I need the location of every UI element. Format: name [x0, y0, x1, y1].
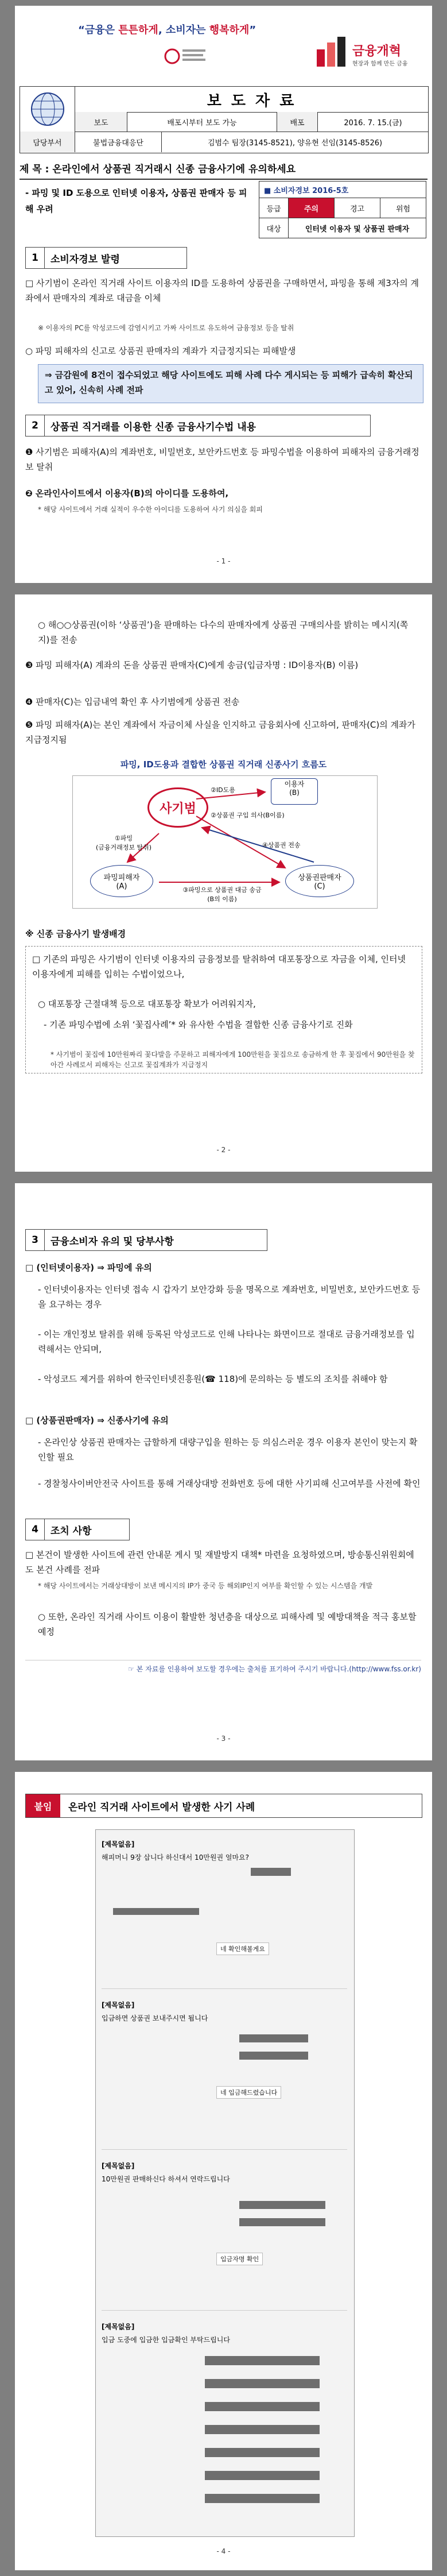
- reform-mark-icon: [313, 36, 348, 70]
- background-title: ※ 신종 금융사기 발생배경: [25, 929, 126, 939]
- case-1-reply: 네 확인해볼게요: [216, 1942, 269, 1955]
- page-3-number: - 3 -: [216, 1735, 231, 1743]
- payment-text: ③파밍으로 상품권 대금 송금: [182, 886, 262, 894]
- redaction: [251, 1868, 291, 1876]
- case-3-heading: [제목없음]: [102, 2162, 135, 2170]
- page-1: [15, 6, 432, 583]
- p2-item-3: ❸ 파밍 피해자(A) 계좌의 돈을 상품권 판매자(C)에게 송금(입금자명 : ID이용자(B) 이름): [25, 660, 359, 670]
- header-row1: [75, 112, 428, 132]
- background-note: * 사기범이 꽃집에 10만원짜리 꽃다발을 주문하고 피해자에게 100만원을 꽃집으로 송금하게 한 후 꽃집에서 90만원을 찾아간 사례로서 피해자는 신고로 꽃집계좌가 지급정지: [50, 1051, 415, 1069]
- ministry-emblem-icon: [164, 46, 210, 69]
- grade-label: 등급: [259, 198, 289, 218]
- press-title: 보 도 자 료: [75, 87, 428, 113]
- header-row2: [20, 132, 428, 152]
- fraud-flow-diagram: [72, 775, 378, 909]
- alert-grade-row: [259, 198, 426, 218]
- user-node: [271, 778, 318, 805]
- case-2-reply: 네 입금해드렸습니다: [216, 2086, 281, 2099]
- s1-paragraph-2: ○ 파밍 피해자의 신고로 상품권 판매자의 계좌가 지급정지되는 피해발생: [25, 346, 296, 356]
- p3-a: □ (인터넷이용자) ⇒ 파밍에 유의: [25, 1262, 152, 1273]
- redaction: [205, 2379, 320, 2388]
- p2-circle-1: ○ 해○○상품권(이하 ‘상품권’)을 판매하는 다수의 판매자에게 상품권 구매의사를 밝히는 메시지(쪽지)를 전송: [38, 620, 409, 645]
- financial-reform-logo: [313, 33, 422, 75]
- redaction: [113, 1908, 199, 1915]
- user-label: 이용자: [284, 780, 305, 788]
- release-value: 배포시부터 보도 가능: [127, 112, 277, 132]
- contact: 김범수 팀장(3145-8521), 양유현 선임(3145-8526): [207, 138, 383, 148]
- p2-item-4: ❹ 판매자(C)는 입금내역 확인 후 사기범에게 상품권 전송: [25, 697, 240, 707]
- send-label: ④상품권 전송: [262, 841, 301, 849]
- background-1: □ 기존의 파밍은 사기범이 인터넷 이용자의 금융정보를 탈취하여 대포통장으로 자금을 이체, 인터넷 이용자에게 피해를 입히는 수법이었으나,: [32, 954, 406, 979]
- section-2-title: 상품권 직거래를 이용한 신종 금융사기수법 내용: [50, 421, 256, 433]
- section-4-number: 4: [26, 1519, 45, 1540]
- case-screenshot: [95, 1829, 355, 2537]
- case-1: [102, 1839, 347, 1989]
- case-4-text: 입금 도중에 입금한 입금확인 부탁드립니다: [102, 2336, 230, 2344]
- dept-label: 담당부서: [20, 132, 75, 152]
- section-4-header: [25, 1519, 130, 1540]
- alert-target-row: [259, 218, 426, 238]
- dist-date: 2016. 7. 15.(금): [344, 118, 402, 128]
- page-3: [15, 1183, 432, 1760]
- target-label: 대상: [259, 218, 289, 238]
- section-3-header: [25, 1229, 267, 1251]
- buy-intent-label: ②상품권 구입 의사(B이름): [211, 812, 285, 819]
- victim-sub: (A): [116, 882, 127, 891]
- farming-label: [96, 833, 151, 852]
- logo-sub: 현장과 함께 만든 금융: [352, 61, 408, 67]
- release-label: 보도: [75, 112, 127, 132]
- payment-label: [176, 885, 268, 903]
- user-sub: (B): [289, 789, 300, 797]
- p3-c1-note: * 해당 사이트에서는 거래상대방이 보낸 메시지의 IP가 중국 등 해외IP인지 여부를 확인할 수 있는 시스템을 개발: [38, 1582, 373, 1590]
- appendix-header: [25, 1794, 422, 1818]
- redaction: [205, 2471, 320, 2480]
- section-2-number: 2: [26, 415, 45, 436]
- redaction: [239, 2052, 308, 2060]
- p3-a2: - 이는 개인정보 탈취를 위해 등록된 악성코드로 인해 나타나는 화면이므로 절대로 금융거래정보를 입력해서는 안되며,: [38, 1329, 415, 1354]
- case-3-reply: 입금자명 확인: [216, 2253, 263, 2265]
- slogan: “금융은 튼튼하게, 소비자는 행복하게”: [78, 24, 256, 36]
- s1-paragraph-1: □ 사기범이 온라인 직거래 사이트 이용자의 ID를 도용하여 상품권을 구매하면서, 파밍을 통해 제3자의 계좌에서 판매자의 계좌로 대금을 이체: [25, 278, 419, 303]
- redaction: [205, 2494, 320, 2503]
- p3-b1: - 온라인상 상품권 판매자는 급할하게 대량구입을 원하는 등 의심스러운 경우 이용자 본인이 맞는지 확인할 필요: [38, 1437, 418, 1462]
- p3-b: □ (상품권판매자) ⇒ 신종사기에 유의: [25, 1415, 169, 1426]
- p3-a3: - 악성코드 제거를 위하여 한국인터넷진흥원(☎ 118)에 문의하는 등 별도의 조치를 취해야 함: [38, 1374, 388, 1384]
- redaction: [205, 2356, 320, 2365]
- dist-label: 배포: [277, 112, 318, 132]
- case-4-heading: [제목없음]: [102, 2323, 135, 2331]
- victim-label: 파밍피해자: [103, 874, 140, 882]
- page-1-number: - 1 -: [216, 557, 231, 565]
- section-1-header: [25, 247, 187, 269]
- p3-a1: - 인터넷이용자는 인터넷 접속 시 갑자기 보안강화 등을 명목으로 계좌번호, 비밀번호, 보안카드번호 등을 요구하는 경우: [38, 1284, 421, 1310]
- case-3: [102, 2161, 347, 2311]
- s1-highlight-text: ⇒ 금감원에 8건이 접수되었고 해당 사이트에도 피해 사례 다수 게시되는 등 피해가 급속히 확산되고 있어, 신속히 사례 전파: [45, 370, 413, 395]
- section-1-number: 1: [26, 248, 45, 268]
- summary: - 파밍 및 ID 도용으로 인터넷 이용자, 상품권 판매자 등 피해 우려: [25, 188, 247, 214]
- redaction: [205, 2402, 320, 2411]
- alert-title: ■ 소비자경보 2016-5호: [259, 181, 426, 198]
- p3-c2: ○ 또한, 온라인 직거래 사이트 이용이 활발한 청년층을 대상으로 피해사례 및 예방대책을 적극 홍보할 예정: [38, 1612, 417, 1637]
- diagram-title: 파밍, ID도용과 결합한 상품권 직거래 신종사기 흐름도: [120, 759, 327, 770]
- payment-sub: (B의 이름): [207, 895, 237, 903]
- case-1-heading: [제목없음]: [102, 1840, 135, 1848]
- grade-caution: 주의: [289, 198, 335, 218]
- case-2: [102, 2000, 347, 2150]
- s2-item-1: ❶ 사기범은 피해자(A)의 계좌번호, 비밀번호, 보안카드번호 등 파밍수법을 이용하여 피해자의 금융거래정보 탈취: [25, 447, 419, 472]
- grade-danger: 위험: [395, 204, 411, 214]
- appendix-title: 온라인 직거래 사이트에서 발생한 사기 사례: [68, 1801, 255, 1813]
- p3-b2: - 경찰청사이버안전국 사이트를 통해 거래상대방 전화번호 등에 대한 사기피해 신고여부를 사전에 확인: [38, 1478, 421, 1489]
- consumer-alert-box: [259, 181, 426, 238]
- fraudster-node: 사기범: [147, 787, 208, 828]
- farming-sub: (금융거래정보 탈취): [96, 844, 152, 851]
- p2-item-5: ❺ 파밍 피해자(A)는 본인 계좌에서 자금이체 사실을 인지하고 금융회사에 신고하여, 판매자(C)의 계좌가 지급정지됨: [25, 720, 415, 745]
- p3-c1: □ 본건이 발생한 사이트에 관련 안내문 게시 및 재발방지 대책* 마련을 요청하였으며, 방송통신위원회에도 본건 사례를 전파: [25, 1550, 414, 1575]
- fss-logo: [20, 87, 75, 132]
- id-theft-label: ②ID도용: [211, 786, 235, 794]
- redaction: [205, 2425, 320, 2434]
- section-3-number: 3: [26, 1230, 45, 1250]
- fss-globe-icon: [29, 91, 66, 128]
- section-2-header: [25, 415, 371, 437]
- farming-text: ①파밍: [114, 835, 133, 842]
- logo-name: 금융개혁: [352, 44, 402, 59]
- case-2-heading: [제목없음]: [102, 2001, 135, 2009]
- background-2: ○ 대포통장 근절대책 등으로 대포통장 확보가 어려워지자,: [38, 999, 256, 1009]
- page-2-number: - 2 -: [216, 1146, 231, 1154]
- s1-note: ※ 이용자의 PC를 악성코드에 감염시키고 가짜 사이트로 유도하여 금융정보 등을 탈취: [38, 324, 294, 332]
- victim-node: [90, 865, 153, 897]
- redaction: [239, 2201, 325, 2209]
- seller-sub: (C): [314, 882, 325, 891]
- page-2: [15, 594, 432, 1172]
- redaction: [205, 2448, 320, 2457]
- page-4: [15, 1772, 432, 2570]
- subject: 제 목 : 온라인에서 상품권 직거래시 신종 금융사기에 유의하세요: [20, 161, 427, 180]
- s2-item-2: ❷ 온라인사이트에서 이용자(B)의 아이디를 도용하여,: [25, 488, 229, 499]
- redaction: [239, 2218, 325, 2226]
- dept-value: 불법금융대응단: [75, 132, 162, 152]
- redaction: [239, 2034, 308, 2042]
- target-value: 인터넷 이용자 및 상품권 판매자: [305, 225, 410, 234]
- seller-label: 상품권판매자: [298, 874, 341, 882]
- section-1-title: 소비자경보 발령: [50, 253, 120, 265]
- source-footer: ☞ 본 자료를 인용하여 보도할 경우에는 출처를 표기하여 주시기 바랍니다.(http://www.fss.or.kr): [25, 1660, 421, 1674]
- page-4-number: - 4 -: [216, 2547, 231, 2555]
- seller-node: [285, 865, 354, 897]
- press-header: [20, 86, 429, 153]
- background-3: - 기존 파밍수법에 소위 ‘꽃집사례’* 와 유사한 수법을 결합한 신종 금융사기로 진화: [44, 1019, 353, 1030]
- grade-warning: 경고: [335, 198, 380, 218]
- appendix-tag: 붙임: [26, 1794, 60, 1817]
- section-4-title: 조치 사항: [50, 1525, 92, 1537]
- s2-item-2-note: * 해당 사이트에서 거래 실적이 우수한 아이디를 도용하여 사기 의심을 회피: [38, 505, 263, 513]
- case-4: [102, 2322, 347, 2528]
- case-1-text: 해피머니 9장 삽니다 하신대서 10만원권 얼마요?: [102, 1853, 250, 1861]
- ministry-mark: [164, 46, 216, 69]
- case-3-text: 10만원권 판매하신다 하셔서 연락드립니다: [102, 2175, 230, 2183]
- case-2-text: 입금하면 상품권 보내주시면 됩니다: [102, 2014, 208, 2022]
- section-3-title: 금융소비자 유의 및 당부사항: [50, 1235, 174, 1248]
